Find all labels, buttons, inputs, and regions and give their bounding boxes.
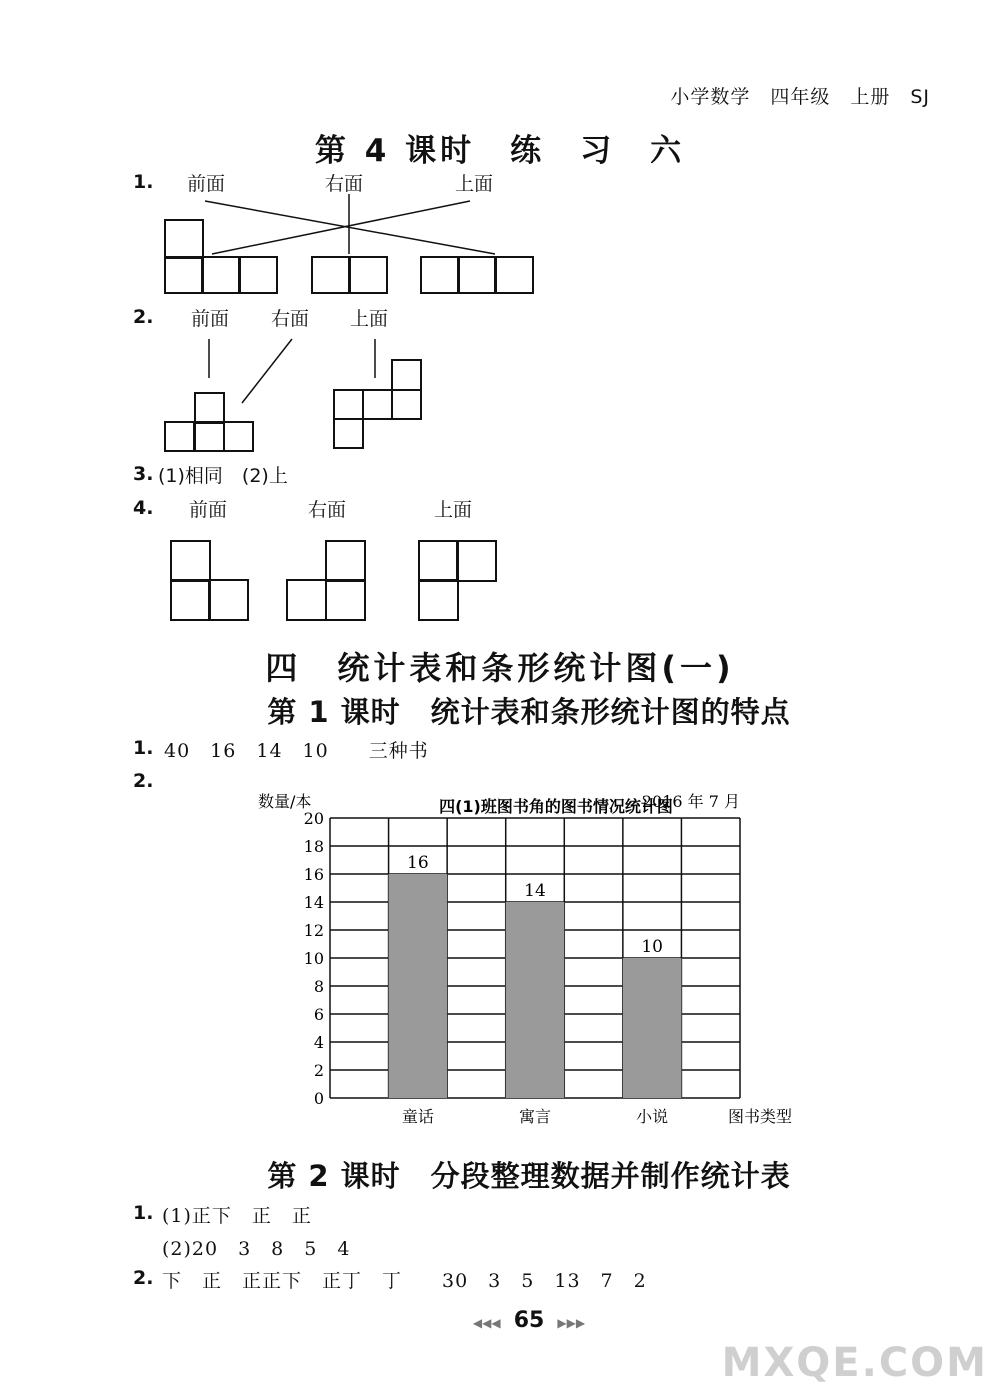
lesson4-title: 第 4 课时 练 习 六 bbox=[314, 133, 686, 169]
l2q1-line2: (2)20 3 8 5 4 bbox=[162, 1238, 351, 1260]
chart-ylabel: 数量/本 bbox=[258, 792, 312, 811]
q4-number: 4. bbox=[133, 497, 154, 519]
q4-label-top: 上面 bbox=[434, 499, 473, 521]
y-tick-7: 14 bbox=[303, 893, 324, 912]
q1-number: 1. bbox=[133, 171, 154, 193]
y-tick-2: 4 bbox=[313, 1033, 324, 1052]
x-category-1: 寓言 bbox=[518, 1107, 552, 1126]
chart-x-categories bbox=[402, 1107, 668, 1126]
prev-arrows-icon: ◀◀◀ bbox=[472, 1316, 501, 1330]
bar-0 bbox=[389, 874, 448, 1098]
l2q2-number: 2. bbox=[133, 1267, 154, 1289]
y-tick-4: 8 bbox=[313, 977, 324, 996]
page-number: 65 bbox=[513, 1308, 545, 1333]
page-header: 小学数学 四年级 上册 SJ bbox=[670, 86, 930, 108]
q1-label-right: 右面 bbox=[325, 173, 364, 195]
y-tick-0: 0 bbox=[313, 1089, 324, 1108]
q2-connector-lines bbox=[0, 300, 1000, 420]
bar-1 bbox=[506, 902, 565, 1098]
q2-label-right: 右面 bbox=[271, 308, 310, 330]
bar-value-label-2: 10 bbox=[641, 937, 663, 957]
y-tick-6: 12 bbox=[303, 921, 324, 940]
chart-bars bbox=[389, 853, 682, 1098]
unit-title: 四 统计表和条形统计图(一) bbox=[265, 649, 735, 687]
q4-label-right: 右面 bbox=[308, 499, 347, 521]
page-footer bbox=[0, 1308, 1000, 1333]
watermark: MXQE.COM bbox=[721, 1340, 988, 1386]
l2q2-answer: 下 正 正正下 正丁 丁 30 3 5 13 7 2 bbox=[162, 1270, 647, 1292]
lesson1-title: 第 1 课时 统计表和条形统计图的特点 bbox=[267, 695, 791, 729]
q2-number: 2. bbox=[133, 306, 154, 328]
q1-label-front: 前面 bbox=[187, 173, 226, 195]
chart-xlabel: 图书类型 bbox=[727, 1107, 793, 1126]
q1-label-top: 上面 bbox=[455, 173, 494, 195]
next-arrows-icon: ▶▶▶ bbox=[557, 1316, 586, 1330]
y-tick-8: 16 bbox=[303, 865, 324, 884]
q3-number: 3. bbox=[133, 463, 154, 485]
lesson2-title: 第 2 课时 分段整理数据并制作统计表 bbox=[267, 1159, 791, 1193]
q2-label-top: 上面 bbox=[350, 308, 389, 330]
y-tick-3: 6 bbox=[313, 1005, 324, 1024]
l1q1-number: 1. bbox=[133, 737, 154, 759]
chart-title: 四(1)班图书角的图书情况统计图 bbox=[439, 797, 673, 816]
x-category-2: 小说 bbox=[636, 1107, 669, 1126]
l2q1-number: 1. bbox=[133, 1202, 154, 1224]
q4-label-front: 前面 bbox=[189, 499, 228, 521]
book-statistics-chart bbox=[240, 785, 820, 1135]
q3-answer: (1)相同 (2)上 bbox=[158, 465, 288, 487]
chart-date: 2016 年 7 月 bbox=[641, 792, 740, 811]
l1q2-number: 2. bbox=[133, 770, 154, 792]
q2-label-front: 前面 bbox=[191, 308, 230, 330]
bar-value-label-0: 16 bbox=[407, 853, 429, 873]
l2q1-line1: (1)正下 正 正 bbox=[162, 1205, 312, 1227]
y-tick-5: 10 bbox=[303, 949, 324, 968]
l1q1-answer: 40 16 14 10 三种书 bbox=[164, 740, 429, 762]
y-tick-1: 2 bbox=[313, 1061, 324, 1080]
chart-y-ticks bbox=[304, 809, 324, 1108]
y-tick-9: 18 bbox=[303, 837, 324, 856]
bar-2 bbox=[623, 958, 682, 1098]
bar-value-label-1: 14 bbox=[524, 881, 546, 901]
q1-connector-lines bbox=[0, 0, 1000, 300]
x-category-0: 童话 bbox=[401, 1107, 434, 1126]
y-tick-10: 20 bbox=[303, 809, 324, 828]
